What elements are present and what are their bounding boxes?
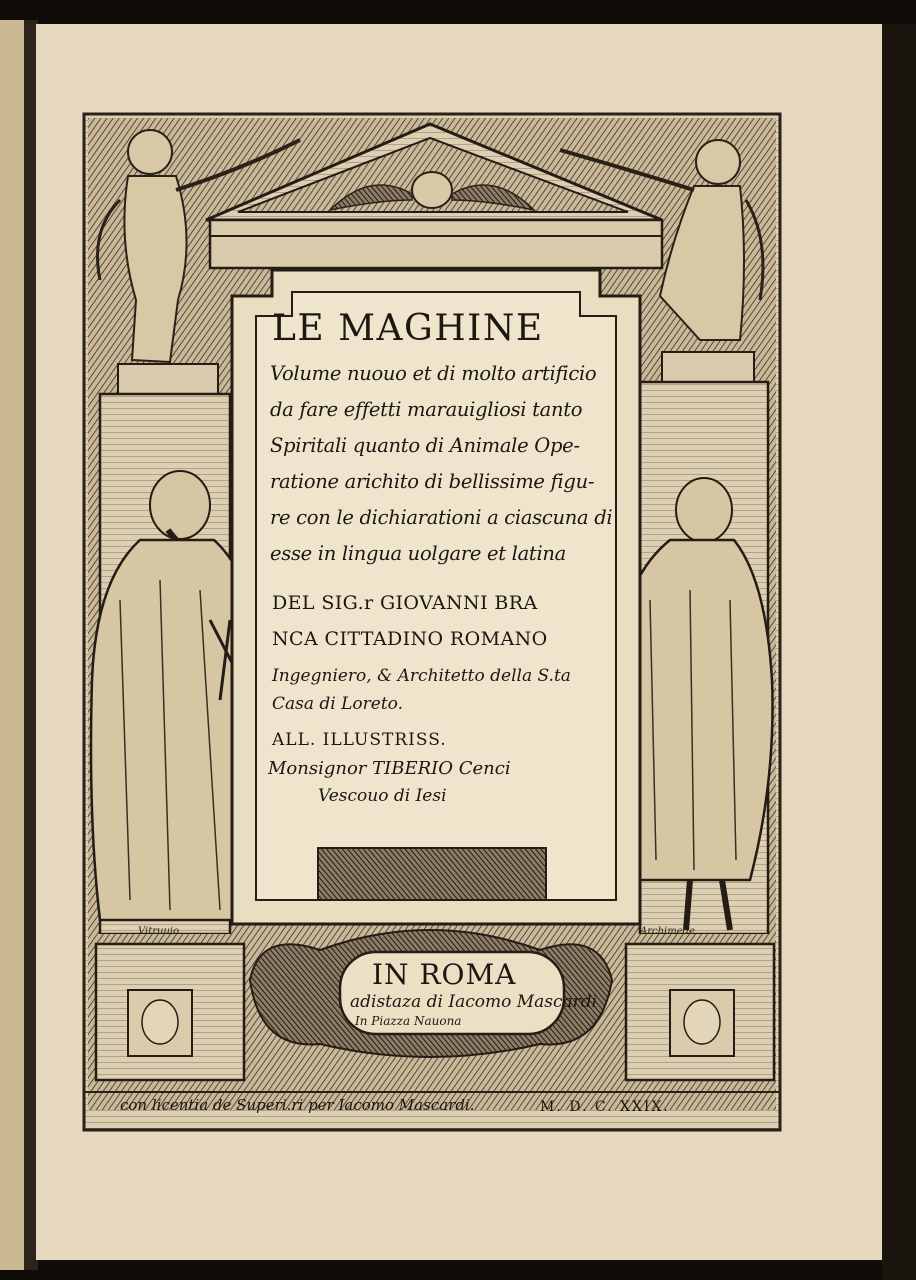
description-line-5: re con le dichiarationi a ciascuna di [270,506,613,529]
role-line-1: Ingegniero, & Architetto della S.ta [272,666,571,686]
imprint-place: In Piazza Nauona [355,1014,462,1028]
imprint-printer: adistaza di Iacomo Mascardi [350,992,598,1012]
entablature [210,220,662,268]
mask-ornament-right [670,990,734,1056]
vitruvius-label: Vitruuio [138,926,180,937]
description-line-2: da fare effetti marauigliosi tanto [270,398,583,421]
author-line-1: DEL SIG.r GIOVANNI BRA [272,592,538,614]
dedication-line-3: Vescouo di Iesi [318,786,447,806]
putto-pedestal-right [662,352,754,382]
description-line-6: esse in lingua uolgare et latina [270,542,566,565]
dedication-line-2: Monsignor TIBERIO Cenci [268,758,511,779]
right-edge [882,24,916,1280]
description-line-1: Volume nuouo et di molto artificio [270,362,597,385]
archimedes-label: Archimede [640,926,695,937]
role-line-2: Casa di Loreto. [272,694,404,714]
plinth-recess [318,848,546,900]
dedication-line-1: ALL. ILLUSTRISS. [272,730,447,750]
book-title: LE MAGHINE [272,308,544,349]
putto-pedestal-left [118,364,218,394]
license-line: con licentia de Superi.ri per Iacomo Mascardi. [120,1096,475,1114]
mask-ornament-left [128,990,192,1056]
binding-shadow [24,20,38,1270]
author-line-2: NCA CITTADINO ROMANO [272,628,548,650]
imprint-city: IN ROMA [372,958,517,991]
description-line-4: ratione arichito di bellissime figu- [270,470,595,493]
description-line-3: Spiritali quanto di Animale Ope- [270,434,580,457]
publication-year: M. D. C. XXIX. [540,1099,670,1115]
